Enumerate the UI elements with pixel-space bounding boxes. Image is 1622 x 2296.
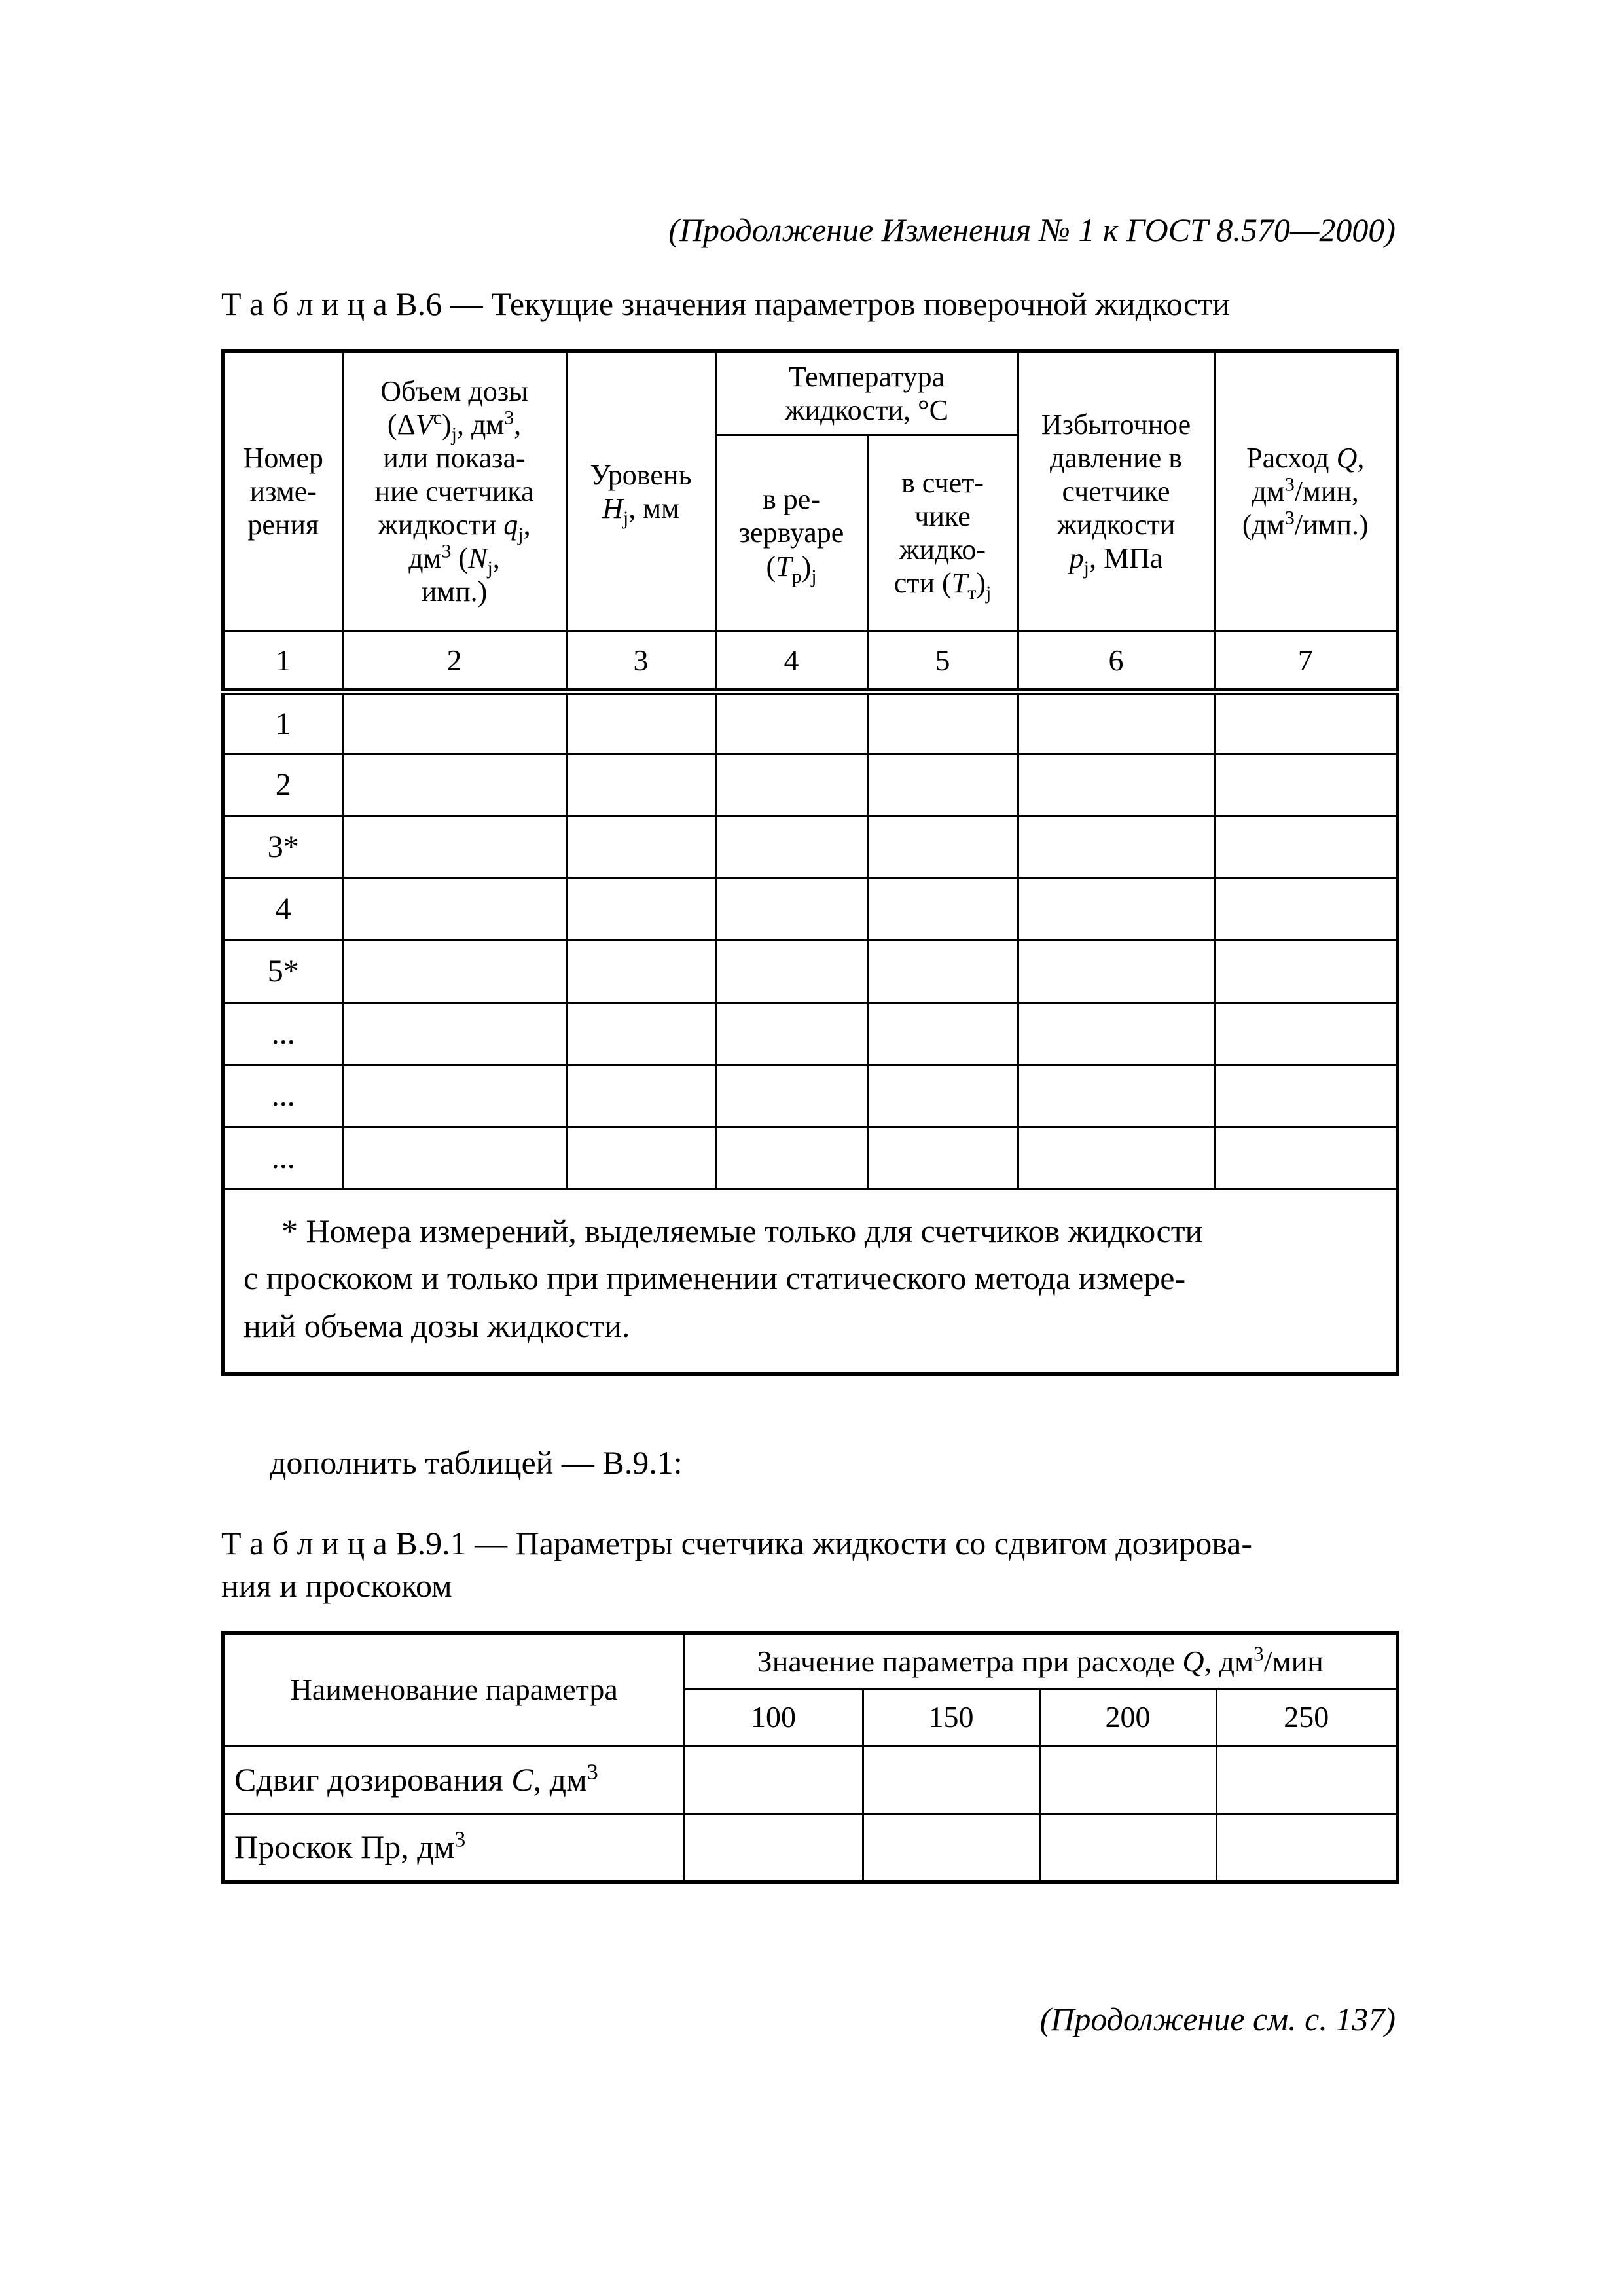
b6-empty-cell bbox=[715, 1065, 867, 1127]
b6-header-temp-reservoir: в ре- зервуаре $(T_р)_j$ bbox=[715, 435, 867, 631]
b6-footnote-text: * Номера измерений, выделяемые только для счетчиков жидкости с проскоком и только при применении статического метода измере- ний объема дозы жидкости. bbox=[243, 1212, 1203, 1344]
b6-column-numbers-row bbox=[223, 631, 1397, 691]
b6-footnote-row bbox=[223, 1189, 1397, 1374]
b6-data-row-7 bbox=[223, 1065, 1397, 1127]
b6-empty-cell bbox=[342, 691, 566, 754]
b6-row-label: 1 bbox=[223, 691, 342, 754]
b6-empty-cell bbox=[1018, 1002, 1214, 1065]
b6-empty-cell bbox=[1214, 816, 1397, 878]
b6-row-label: 5* bbox=[223, 940, 342, 1002]
running-head: (Продолжение Изменения № 1 к ГОСТ 8.570—2000) bbox=[668, 211, 1396, 248]
b91-row-label: Проскок Пр, $дм^3$ bbox=[223, 1813, 684, 1882]
b91-header-row-1 bbox=[223, 1633, 1397, 1689]
b91-flow-value-150: 150 bbox=[863, 1689, 1039, 1745]
b6-header-temperature-group: Температура жидкости, °С bbox=[715, 351, 1018, 435]
b91-data-row-1 bbox=[223, 1745, 1397, 1813]
b6-row-label: 3* bbox=[223, 816, 342, 878]
b6-empty-cell bbox=[566, 940, 715, 1002]
b91-empty-cell bbox=[684, 1813, 863, 1882]
b91-empty-cell bbox=[1216, 1745, 1397, 1813]
b6-empty-cell bbox=[867, 816, 1018, 878]
b6-column-number-6: 6 bbox=[1018, 631, 1214, 691]
b6-empty-cell bbox=[867, 691, 1018, 754]
table-b6-title: Т а б л и ц а В.6 — Текущие значения параметров поверочной жидкости bbox=[221, 285, 1230, 322]
table-b91-title: Т а б л и ц а В.9.1 — Параметры счетчика жидкости со сдвигом дозирова- ния и проскоком bbox=[221, 1525, 1252, 1604]
b6-empty-cell bbox=[1018, 816, 1214, 878]
b6-column-number-5: 5 bbox=[867, 631, 1018, 691]
b6-row-label: 4 bbox=[223, 878, 342, 940]
b6-footnote-cell bbox=[223, 1189, 1397, 1374]
b6-row-label: ... bbox=[223, 1002, 342, 1065]
b6-empty-cell bbox=[867, 1127, 1018, 1189]
b6-data-row-1 bbox=[223, 691, 1397, 754]
b6-empty-cell bbox=[1214, 1065, 1397, 1127]
b6-row-label: 2 bbox=[223, 754, 342, 816]
b6-empty-cell bbox=[867, 1002, 1018, 1065]
b6-empty-cell bbox=[566, 691, 715, 754]
b6-header-temp-counter: в счет- чике жидко- сти $(T_т)_j$ bbox=[867, 435, 1018, 631]
b6-data-row-6 bbox=[223, 1002, 1397, 1065]
b6-column-number-1: 1 bbox=[223, 631, 342, 691]
b6-empty-cell bbox=[566, 1127, 715, 1189]
b6-header-flow-rate: Расход Q, $дм^3$/мин, $(дм^3/имп.)$ bbox=[1214, 351, 1397, 631]
b6-data-row-2 bbox=[223, 754, 1397, 816]
b91-empty-cell bbox=[863, 1745, 1039, 1813]
b91-empty-cell bbox=[1216, 1813, 1397, 1882]
b6-empty-cell bbox=[1018, 940, 1214, 1002]
b6-empty-cell bbox=[715, 691, 867, 754]
b6-empty-cell bbox=[715, 754, 867, 816]
b6-empty-cell bbox=[1018, 691, 1214, 754]
b6-empty-cell bbox=[1214, 1127, 1397, 1189]
continuation-note: (Продолжение см. с. 137) bbox=[1039, 2001, 1396, 2037]
b6-header-row-1 bbox=[223, 351, 1397, 435]
b6-row-label: ... bbox=[223, 1065, 342, 1127]
b6-column-number-4: 4 bbox=[715, 631, 867, 691]
b6-empty-cell bbox=[1214, 940, 1397, 1002]
b6-empty-cell bbox=[342, 878, 566, 940]
b91-empty-cell bbox=[1039, 1813, 1216, 1882]
b91-flow-value-200: 200 bbox=[1039, 1689, 1216, 1745]
b6-empty-cell bbox=[1018, 754, 1214, 816]
b6-header-level: Уровень $H_j$, мм bbox=[566, 351, 715, 631]
b6-empty-cell bbox=[342, 940, 566, 1002]
b91-flow-value-100: 100 bbox=[684, 1689, 863, 1745]
b6-column-number-3: 3 bbox=[566, 631, 715, 691]
b6-data-row-3 bbox=[223, 816, 1397, 878]
table-b91 bbox=[221, 1631, 1399, 1884]
b91-empty-cell bbox=[684, 1745, 863, 1813]
b6-data-row-5 bbox=[223, 940, 1397, 1002]
b6-empty-cell bbox=[342, 1065, 566, 1127]
b91-empty-cell bbox=[1039, 1745, 1216, 1813]
b6-empty-cell bbox=[1018, 1127, 1214, 1189]
b6-empty-cell bbox=[1214, 878, 1397, 940]
b6-empty-cell bbox=[715, 878, 867, 940]
b6-header-pressure: Избыточное давление в счетчике жидкости $p_j$, МПа bbox=[1018, 351, 1214, 631]
b91-header-value-group: Значение параметра при расходе Q, $дм^3$/мин bbox=[684, 1633, 1397, 1689]
b6-empty-cell bbox=[566, 754, 715, 816]
page-content bbox=[221, 211, 1396, 2038]
b6-data-row-8 bbox=[223, 1127, 1397, 1189]
table-b6 bbox=[221, 349, 1399, 1376]
b91-flow-value-250: 250 bbox=[1216, 1689, 1397, 1745]
b6-row-label: ... bbox=[223, 1127, 342, 1189]
b91-header-parameter-name: Наименование параметра bbox=[223, 1633, 684, 1745]
b6-empty-cell bbox=[715, 1002, 867, 1065]
b6-empty-cell bbox=[342, 1002, 566, 1065]
b91-data-row-2 bbox=[223, 1813, 1397, 1882]
b6-empty-cell bbox=[566, 816, 715, 878]
b6-empty-cell bbox=[342, 1127, 566, 1189]
b6-empty-cell bbox=[867, 1065, 1018, 1127]
b6-empty-cell bbox=[566, 1065, 715, 1127]
b6-header-measurement-number: Номер изме- рения bbox=[223, 351, 342, 631]
b6-header-dose-volume: Объем дозы $(\Delta V^с)_j$, $дм^3$, или показа- ние счетчика жидкости $q_j$, $дм^3$ ($N_j$, имп.) bbox=[342, 351, 566, 631]
b6-empty-cell bbox=[342, 816, 566, 878]
b6-data-row-4 bbox=[223, 878, 1397, 940]
b6-empty-cell bbox=[1214, 691, 1397, 754]
b6-empty-cell bbox=[715, 1127, 867, 1189]
b6-empty-cell bbox=[1214, 754, 1397, 816]
b6-empty-cell bbox=[715, 816, 867, 878]
b6-column-number-2: 2 bbox=[342, 631, 566, 691]
b6-empty-cell bbox=[1018, 1065, 1214, 1127]
b6-empty-cell bbox=[715, 940, 867, 1002]
b6-empty-cell bbox=[867, 940, 1018, 1002]
amendment-instruction: дополнить таблицей — В.9.1: bbox=[270, 1444, 683, 1481]
b6-empty-cell bbox=[1214, 1002, 1397, 1065]
b91-row-label: Сдвиг дозирования С, $дм^3$ bbox=[223, 1745, 684, 1813]
b6-empty-cell bbox=[867, 878, 1018, 940]
b6-column-number-7: 7 bbox=[1214, 631, 1397, 691]
b6-empty-cell bbox=[867, 754, 1018, 816]
b91-empty-cell bbox=[863, 1813, 1039, 1882]
b6-empty-cell bbox=[1018, 878, 1214, 940]
b6-empty-cell bbox=[566, 878, 715, 940]
b6-empty-cell bbox=[342, 754, 566, 816]
b6-empty-cell bbox=[566, 1002, 715, 1065]
